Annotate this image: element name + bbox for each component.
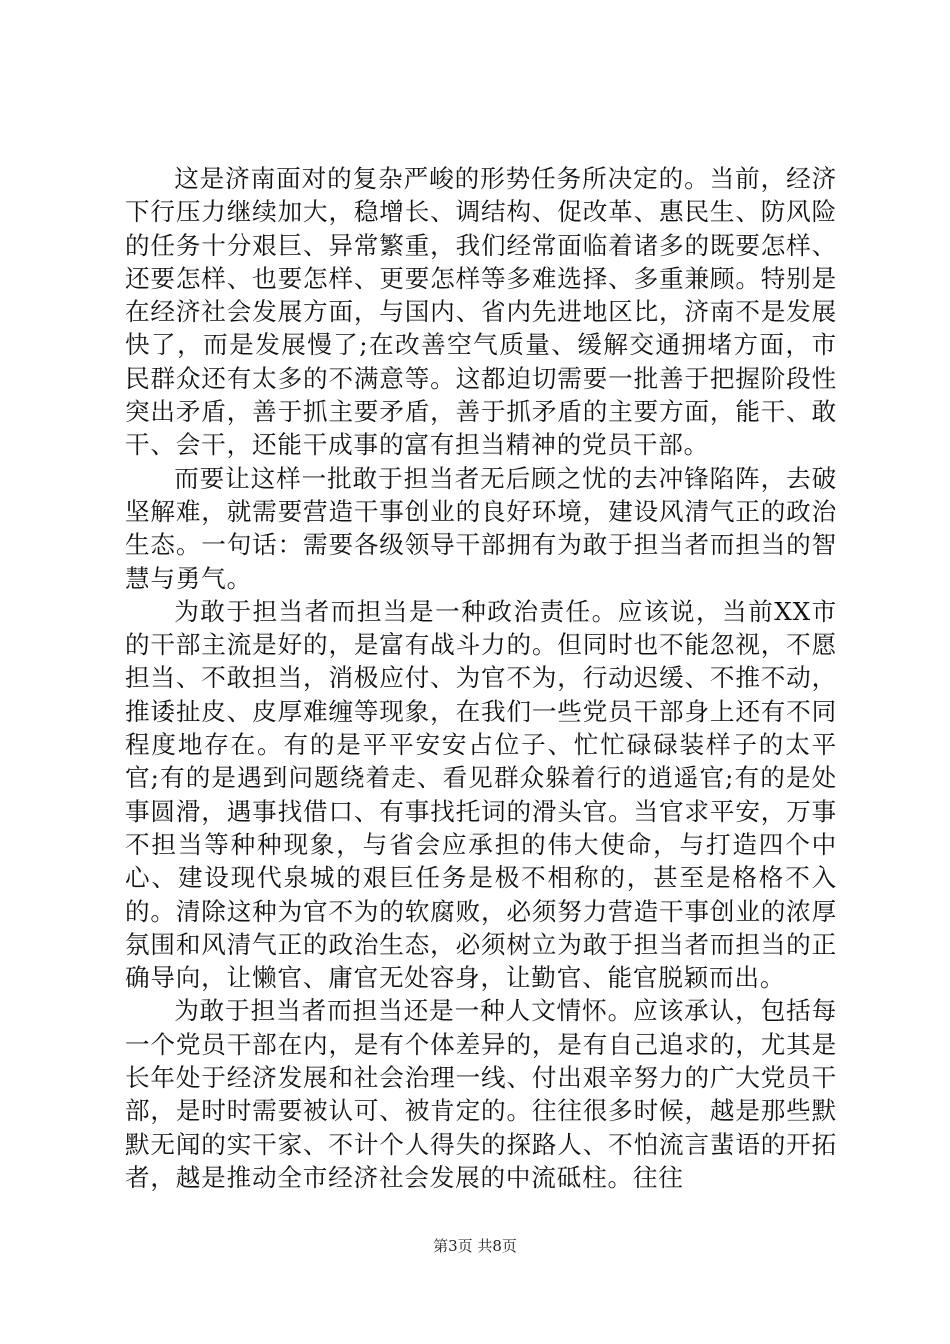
paragraph: 为敢于担当者而担当还是一种人文情怀。应该承认，包括每一个党员干部在内，是有个体差异的，是有自己追求的，尤其是长年处于经济发展和社会治理一线、付出艰辛努力的广大党员干部，是时时需要被认可、被肯定的。往往很多时候，越是那些默默无闻的实干家、不计个人得失的探路人、不怕流言蜚语的开拓者，越是推动全市经济社会发展的中流砥柱。往往	[125, 996, 837, 1192]
paragraph: 这是济南面对的复杂严峻的形势任务所决定的。当前，经济下行压力继续加大，稳增长、调结构、促改革、惠民生、防风险的任务十分艰巨、异常繁重，我们经常面临着诸多的既要怎样、还要怎样、也要怎样、更要怎样等多难选择、多重兼顾。特别是在经济社会发展方面，与国内、省内先进地区比，济南不是发展快了，而是发展慢了;在改善空气质量、缓解交通拥堵方面，市民群众还有太多的不满意等。这都迫切需要一批善于把握阶段性突出矛盾，善于抓主要矛盾，善于抓矛盾的主要方面，能干、敢干、会干，还能干成事的富有担当精神的党员干部。	[125, 164, 837, 460]
page-number-footer: 第3页 共8页	[433, 1237, 517, 1255]
paragraph: 而要让这样一批敢于担当者无后顾之忧的去冲锋陷阵，去破坚解难，就需要营造干事创业的良好环境，建设风清气正的政治生态。一句话：需要各级领导干部拥有为敢于担当者而担当的智慧与勇气。	[125, 463, 837, 593]
document-body	[125, 162, 837, 1194]
paragraph: 为敢于担当者而担当是一种政治责任。应该说，当前XX市的干部主流是好的，是富有战斗力的。但同时也不能忽视，不愿担当、不敢担当，消极应付、为官不为，行动迟缓、不推不动，推诿扯皮、皮厚难缠等现象，在我们一些党员干部身上还有不同程度地存在。有的是平平安安占位子、忙忙碌碌装样子的太平官;有的是遇到问题绕着走、看见群众躲着行的逍遥官;有的是处事圆滑，遇事找借口、有事找托词的滑头官。当官求平安，万事不担当等种种现象，与省会应承担的伟大使命，与打造四个中心、建设现代泉城的艰巨任务是极不相称的，甚至是格格不入的。清除这种为官不为的软腐败，必须努力营造干事创业的浓厚氛围和风清气正的政治生态，必须树立为敢于担当者而担当的正确导向，让懒官、庸官无处容身，让勤官、能官脱颖而出。	[125, 596, 837, 993]
